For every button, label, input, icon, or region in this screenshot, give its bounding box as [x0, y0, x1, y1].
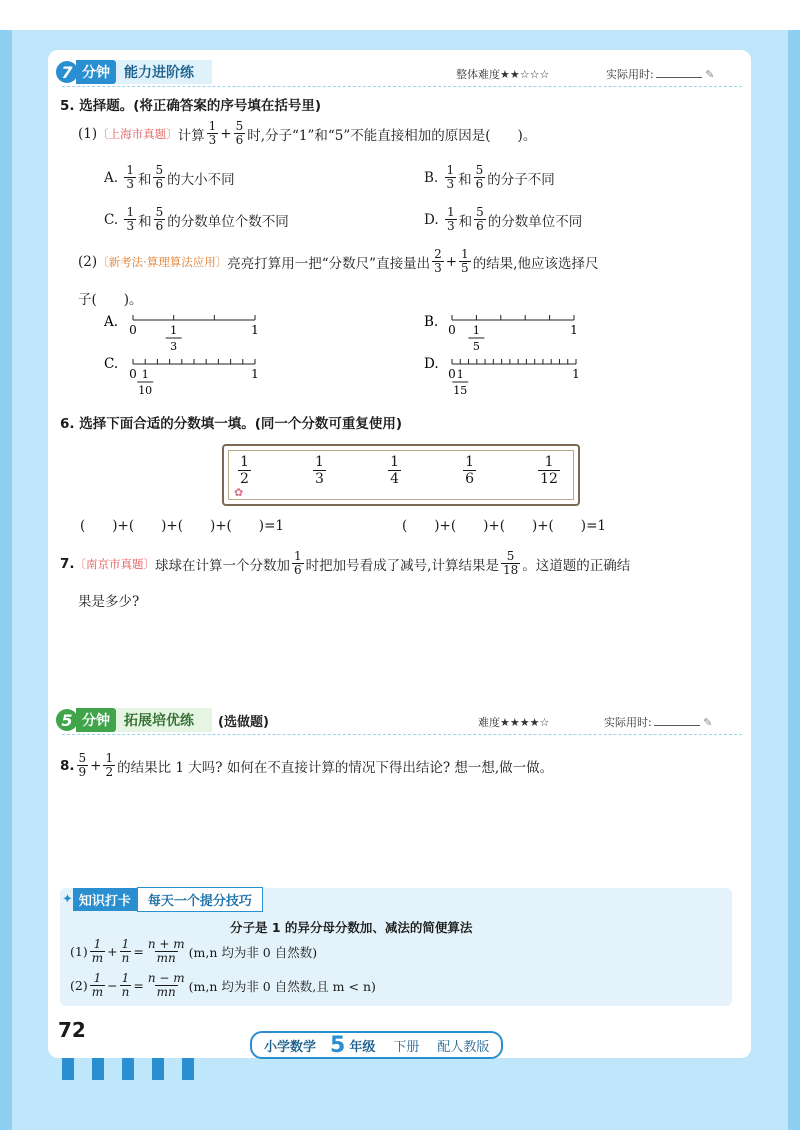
ruler-option-label: C.	[104, 356, 119, 372]
q5-1-tag: 〔上海市真题〕	[97, 126, 178, 141]
option-label: D.	[424, 211, 439, 228]
ruler-option-label: D.	[424, 356, 439, 372]
tip-row-1	[70, 938, 317, 965]
q6-title-text: 6. 选择下面合适的分数填一填。(同一个分数可重复使用)	[60, 416, 403, 432]
tip-row-note: (m,n 均为非 0 自然数,且 m < n)	[188, 978, 376, 994]
section-header-5min	[56, 708, 269, 732]
ruler-fraction-numerator: 1	[141, 368, 149, 381]
section-title: 能力进阶练	[116, 60, 212, 84]
fraction: $\frac{n - m}{mn}$	[147, 971, 185, 999]
tip-subtitle: 每天一个提分技巧	[137, 887, 263, 912]
difficulty-2: 难度★★★★☆	[478, 716, 550, 729]
fraction: $\frac{2}{3}$	[434, 247, 442, 275]
section-badge: 5	[56, 709, 78, 731]
tip-tag: 知识打卡	[73, 888, 137, 911]
fraction: $\frac{1}{6}$	[294, 549, 302, 577]
q7-tag: 〔南京市真题〕	[74, 556, 156, 571]
q5-2-text-c: 子( )。	[78, 292, 143, 308]
q7-text-a: 球球在计算一个分数加	[155, 557, 291, 574]
q5-1-text-b: 时,分子“1”和“5”不能直接相加的原因是( )。	[247, 127, 537, 144]
fraction: $\frac{1}{m}$	[91, 937, 104, 965]
fraction: $\frac{5}{6}$	[155, 163, 164, 191]
fraction-card: $\frac{1}{2}$	[240, 454, 249, 487]
fraction: $\frac{1}{2}$	[105, 751, 114, 779]
q5-2-text-b: 的结果,他应该选择尺	[472, 255, 599, 272]
fraction: $\frac{1}{n}$	[121, 971, 130, 999]
ruler-fraction-denominator: 15	[453, 384, 468, 397]
fraction: $\frac{1}{5}$	[461, 247, 469, 275]
q7-text-c: 。这道题的正确结	[522, 557, 631, 574]
footer-subject: 小学数学	[264, 1039, 317, 1055]
fraction: $\frac{1}{m}$	[91, 971, 104, 999]
plus-sign: +	[220, 125, 232, 142]
flower-icon: ✿	[234, 486, 244, 499]
plus-sign: +	[90, 757, 102, 774]
ruler-fraction-denominator: 10	[138, 384, 153, 397]
q6-equation-1[interactable]: ( )+( )+( )+( )=1	[80, 518, 284, 534]
fraction-card: $\frac{1}{3}$	[315, 454, 324, 487]
q7-text-b: 时把加号看成了减号,计算结果是	[305, 557, 499, 574]
footer-volume: 下册	[393, 1039, 420, 1055]
ruler-one-label: 1	[572, 367, 580, 381]
fraction-card-list	[236, 454, 562, 487]
fraction: $\frac{5}{9}$	[78, 751, 87, 779]
ruler-option-label: B.	[424, 314, 439, 330]
option-and: 和	[458, 213, 473, 230]
ruler-one-label: 1	[251, 367, 259, 381]
ruler-option-label: A.	[104, 314, 119, 330]
ruler-fraction-denominator: 3	[170, 340, 178, 353]
fraction-card: $\frac{1}{12}$	[540, 454, 558, 487]
section-note: (选做题)	[218, 714, 269, 730]
fraction: $\frac{5}{6}$	[476, 205, 484, 233]
equals: =	[133, 978, 144, 993]
ruler-fraction-denominator: 5	[472, 340, 480, 353]
q5-2-text-a: 亮亮打算用一把“分数尺”直接量出	[227, 255, 431, 272]
q7-answer-area[interactable]	[62, 618, 742, 698]
q7-stem	[60, 550, 630, 577]
section-tag: 分钟	[76, 60, 116, 84]
option-and: 和	[138, 213, 152, 230]
tip-row-num: (2)	[70, 978, 88, 993]
page-number: 72	[58, 1018, 86, 1042]
footer-badge	[250, 1031, 503, 1059]
q8-text: 的结果比 1 大吗? 如何在不直接计算的情况下得出结论? 想一想,做一做。	[117, 759, 554, 776]
time-blank[interactable]	[654, 725, 700, 726]
equals: =	[133, 944, 144, 959]
divider	[62, 734, 742, 735]
tip-row-2	[70, 972, 376, 999]
option-label: B.	[424, 169, 439, 186]
option-label: A.	[104, 169, 119, 186]
ruler-fraction-numerator: 1	[456, 368, 464, 381]
difficulty-1: 整体难度★★☆☆☆	[456, 68, 550, 81]
operator: +	[107, 944, 118, 959]
fraction-card: $\frac{1}{6}$	[465, 454, 475, 487]
fraction: $\frac{1}{3}$	[126, 205, 135, 233]
q6-title	[60, 412, 402, 432]
pencil-icon: ✎	[705, 68, 715, 81]
footer-bars	[62, 1058, 212, 1084]
footer-edition: 配人教版	[437, 1039, 490, 1055]
option-text: 的分数单位个数不同	[167, 213, 289, 230]
fraction: $\frac{5}{18}$	[502, 549, 519, 577]
option-and: 和	[137, 171, 152, 188]
ruler-zero-label: 0	[129, 367, 137, 381]
fraction: $\frac{5}{6}$	[155, 205, 164, 233]
q6-equation-2[interactable]: ( )+( )+( )+( )=1	[402, 518, 606, 534]
time-label: 实际用时:	[606, 68, 654, 81]
footer-grade-num: 5	[330, 1032, 346, 1058]
option-and: 和	[458, 171, 472, 188]
option-text: 的分数单位不同	[487, 213, 583, 230]
ruler-one-label: 1	[251, 323, 259, 337]
section-title: 拓展培优练	[116, 708, 212, 732]
time-label: 实际用时:	[604, 716, 652, 729]
fraction-card: $\frac{1}{4}$	[390, 454, 399, 487]
fraction: $\frac{5}{6}$	[475, 163, 484, 191]
q5-2-tag: 〔新考法·算理算法应用〕	[97, 254, 228, 269]
tip-row-note: (m,n 均为非 0 自然数)	[188, 944, 318, 960]
time-field-2	[604, 714, 712, 730]
footer-grade: 年级	[349, 1039, 376, 1055]
fraction: $\frac{1}{3}$	[446, 163, 455, 191]
section-tag: 分钟	[76, 708, 116, 732]
ruler-fraction-numerator: 1	[472, 324, 480, 337]
ruler-zero-label: 0	[448, 323, 456, 337]
pencil-icon: ✎	[703, 716, 713, 729]
q5-1-num: (1)	[78, 125, 98, 142]
operator: −	[107, 978, 118, 993]
q7-text-d: 果是多少?	[78, 594, 140, 610]
option-label: C.	[104, 211, 119, 228]
section-badge: 7	[56, 61, 78, 83]
fraction-rulers	[0, 0, 800, 420]
ruler-zero-label: 0	[448, 367, 456, 381]
fraction: $\frac{5}{6}$	[235, 119, 244, 147]
option-text: 的分子不同	[487, 171, 555, 188]
ruler-fraction-numerator: 1	[170, 324, 178, 337]
fraction: $\frac{1}{3}$	[446, 205, 455, 233]
q7-num: 7.	[60, 555, 75, 572]
fraction: $\frac{1}{n}$	[121, 937, 130, 965]
tip-row-num: (1)	[70, 944, 88, 959]
tip-header	[62, 888, 263, 910]
lightbulb-icon: ✦	[62, 891, 73, 907]
plus-sign: +	[445, 253, 458, 270]
fraction: $\frac{1}{3}$	[208, 119, 217, 147]
ruler-zero-label: 0	[129, 323, 137, 337]
fraction: $\frac{n + m}{mn}$	[147, 937, 185, 965]
q5-2-num: (2)	[78, 253, 98, 270]
q5-title-text: 5. 选择题。(将正确答案的序号填在括号里)	[60, 98, 322, 114]
q5-1-text-a: 计算	[177, 127, 205, 144]
q8-num: 8.	[60, 757, 75, 774]
q8-answer-area[interactable]	[62, 790, 742, 880]
fraction: $\frac{1}{3}$	[126, 163, 134, 191]
tip-title: 分子是 1 的异分母分数加、减法的简便算法	[230, 920, 473, 935]
ruler-one-label: 1	[570, 323, 578, 337]
option-text: 的大小不同	[167, 171, 235, 188]
q8-stem	[60, 752, 553, 779]
